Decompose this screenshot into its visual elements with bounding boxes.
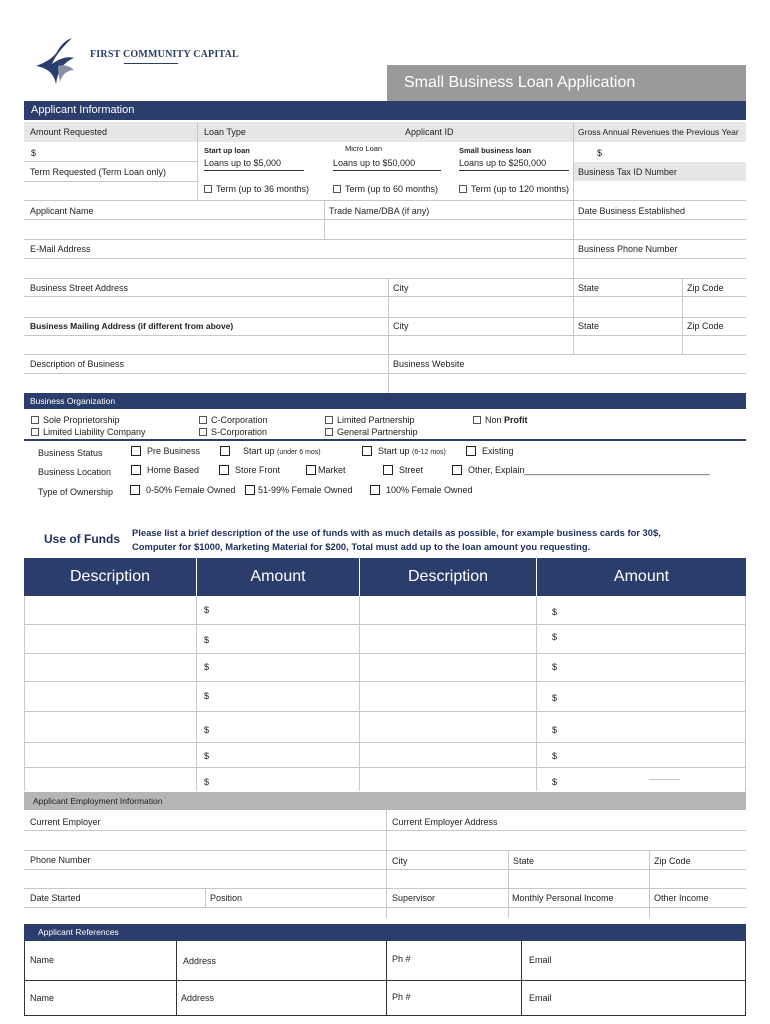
reference-1-name-label: Name (30, 955, 55, 965)
startup-6-12-small: (6-12 mos) (412, 449, 446, 456)
pre-business-checkbox[interactable] (131, 446, 141, 456)
funds-amount-1-1[interactable]: $ (204, 605, 210, 615)
reference-1-phone-label: Ph # (392, 954, 411, 964)
store-front-checkbox[interactable] (219, 465, 229, 475)
funds-col-amount-2 (537, 558, 746, 596)
ownership-51-99-option[interactable] (245, 485, 353, 495)
term-60-text: Term (up to 60 months) (345, 184, 439, 194)
c-corp-checkbox[interactable] (199, 416, 207, 424)
mailing-address-label: Business Mailing Address (if different from above) (30, 321, 234, 331)
nonprofit-text-b: Profit (504, 415, 528, 425)
street-option[interactable] (383, 465, 423, 475)
mailing-city-label: City (393, 321, 409, 331)
gross-revenue-dollar[interactable]: $ (597, 148, 603, 158)
llc-text: Limited Liability Company (43, 427, 146, 437)
business-phone-label: Business Phone Number (578, 244, 678, 254)
nonprofit-checkbox[interactable] (473, 416, 481, 424)
gp-checkbox[interactable] (325, 428, 333, 436)
funds-amount-2-7[interactable]: $ (552, 777, 558, 787)
company-name: FIRST COMMUNITY CAPITAL (90, 49, 239, 60)
store-front-text: Store Front (235, 465, 281, 475)
org-divider (24, 439, 746, 441)
business-website-label: Business Website (393, 359, 465, 369)
term-120-text: Term (up to 120 months) (471, 184, 570, 194)
monthly-income-label: Monthly Personal Income (512, 893, 614, 903)
date-established-label: Date Business Established (578, 206, 686, 216)
term-120-option[interactable] (459, 184, 569, 194)
s-corp-option[interactable] (199, 427, 267, 437)
reference-2-phone-label: Ph # (392, 992, 411, 1002)
funds-total-line (649, 779, 680, 780)
reference-2-address-label: Address (181, 993, 215, 1003)
gp-text: General Partnership (337, 427, 418, 437)
ownership-label: Type of Ownership (38, 487, 114, 497)
sole-proprietorship-option[interactable] (31, 415, 120, 425)
gross-revenue-label: Gross Annual Revenues the Previous Year (578, 127, 739, 137)
mailing-state-label: State (578, 321, 600, 331)
funds-amount-2-5[interactable]: $ (552, 725, 558, 735)
company-logo (34, 36, 82, 92)
reference-2-name-label: Name (30, 993, 55, 1003)
funds-amount-1-6[interactable]: $ (204, 751, 210, 761)
nonprofit-text-a: Non (485, 415, 505, 425)
ownership-100-option[interactable] (370, 485, 473, 495)
funds-amount-2-6[interactable]: $ (552, 751, 558, 761)
small-loan-title: Small business loan (459, 146, 532, 155)
funds-col-description-2-text: Description (407, 568, 489, 585)
startup-under6-text: Start up (243, 446, 278, 456)
form-title-text: Small Business Loan Application (404, 74, 636, 91)
ownership-100-checkbox[interactable] (370, 485, 380, 495)
applicant-name-label: Applicant Name (30, 206, 94, 216)
use-of-funds-instructions-1: Please list a brief description of the use of funds with as much details as possible, for example business cards for 30$, (132, 527, 661, 538)
funds-col-amount-1-text: Amount (250, 568, 306, 585)
startup-6-12-text: Start up (378, 446, 413, 456)
nonprofit-option[interactable] (473, 415, 528, 425)
funds-col-description-2 (360, 558, 536, 596)
street-text: Street (399, 465, 424, 475)
existing-checkbox[interactable] (466, 446, 476, 456)
c-corp-text: C-Corporation (211, 415, 268, 425)
funds-col-description-1 (24, 558, 196, 596)
ownership-51-99-text: 51-99% Female Owned (258, 485, 353, 495)
section-business-organization-label: Business Organization (30, 396, 116, 406)
sole-checkbox[interactable] (31, 416, 39, 424)
funds-amount-1-5[interactable]: $ (204, 725, 210, 735)
limited-partnership-option[interactable] (325, 415, 415, 425)
micro-loan-sub: Loans up to $50,000 (333, 158, 416, 168)
term-60-option[interactable] (333, 184, 438, 194)
small-loan-sub: Loans up to $250,000 (459, 158, 547, 168)
home-based-option[interactable] (131, 465, 199, 475)
ownership-0-50-checkbox[interactable] (130, 485, 140, 495)
funds-amount-1-3[interactable]: $ (204, 662, 210, 672)
startup-under6-checkbox[interactable] (220, 446, 230, 456)
state-label: State (578, 283, 600, 293)
funds-amount-2-2[interactable]: $ (552, 632, 558, 642)
lp-checkbox[interactable] (325, 416, 333, 424)
street-checkbox[interactable] (383, 465, 393, 475)
other-income-label: Other Income (654, 893, 709, 903)
c-corp-option[interactable] (199, 415, 268, 425)
section-employment-label: Applicant Employment Information (33, 796, 163, 806)
position-label: Position (210, 893, 243, 903)
funds-col-description-1-text: Description (69, 568, 151, 585)
business-status-label: Business Status (38, 448, 103, 458)
reference-1-email-label: Email (529, 955, 552, 965)
funds-amount-2-4[interactable]: $ (552, 693, 558, 703)
term-36-text: Term (up to 36 months) (216, 184, 310, 194)
business-location-label: Business Location (38, 467, 112, 477)
other-location-option[interactable] (452, 465, 710, 475)
s-corp-text: S-Corporation (211, 427, 268, 437)
amount-requested-label: Amount Requested (30, 127, 108, 137)
small-underline (459, 170, 569, 171)
mailing-zip-label: Zip Code (687, 321, 724, 331)
existing-text: Existing (482, 446, 514, 456)
startup-6-12-checkbox[interactable] (362, 446, 372, 456)
micro-loan-title: Micro Loan (345, 144, 383, 153)
section-employment (24, 792, 746, 810)
llc-option[interactable] (31, 427, 146, 437)
amount-requested-dollar[interactable]: $ (31, 148, 37, 158)
ownership-100-text: 100% Female Owned (386, 485, 473, 495)
llc-checkbox[interactable] (31, 428, 39, 436)
term-36-checkbox[interactable] (204, 185, 212, 193)
employment-city-label: City (392, 856, 408, 866)
company-name-underline (124, 63, 178, 64)
s-corp-checkbox[interactable] (199, 428, 207, 436)
startup-6-12-option[interactable] (362, 446, 446, 456)
pre-business-option[interactable] (131, 446, 200, 456)
reference-1-address-label: Address (183, 956, 217, 966)
form-title (387, 65, 746, 101)
term-36-option[interactable] (204, 184, 309, 194)
street-address-label: Business Street Address (30, 283, 129, 293)
employment-zip-label: Zip Code (654, 856, 691, 866)
market-text: Market (318, 465, 346, 475)
other-location-checkbox[interactable] (452, 465, 462, 475)
startup-loan-title: Start up loan (204, 146, 250, 155)
section-applicant-information (24, 101, 746, 120)
employer-address-label: Current Employer Address (392, 817, 498, 827)
startup-loan-sub: Loans up to $5,000 (204, 158, 282, 168)
funds-col-amount-1 (197, 558, 359, 596)
ownership-0-50-text: 0-50% Female Owned (146, 485, 236, 495)
home-based-text: Home Based (147, 465, 200, 475)
micro-underline (333, 170, 441, 171)
funds-amount-2-1[interactable]: $ (552, 607, 558, 617)
startup-underline (204, 170, 304, 171)
funds-amount-1-2[interactable]: $ (204, 635, 210, 645)
section-references-label: Applicant References (38, 927, 119, 937)
email-label: E-Mail Address (30, 244, 91, 254)
market-option[interactable] (306, 465, 346, 475)
ownership-0-50-option[interactable] (130, 485, 236, 495)
market-checkbox[interactable] (306, 465, 316, 475)
section-references (24, 924, 746, 941)
use-of-funds-instructions-2: Computer for $1000, Marketing Material for $200, Total must add up to the loan amount you requesting. (132, 541, 591, 552)
pre-business-text: Pre Business (147, 446, 201, 456)
date-started-label: Date Started (30, 893, 81, 903)
loan-type-label: Loan Type (204, 127, 246, 137)
applicant-id-label: Applicant ID (405, 127, 454, 137)
term-60-checkbox[interactable] (333, 185, 341, 193)
zip-label: Zip Code (687, 283, 724, 293)
current-employer-label: Current Employer (30, 817, 101, 827)
general-partnership-option[interactable] (325, 427, 418, 437)
reference-2-email-label: Email (529, 993, 552, 1003)
term-requested-label: Term Requested (Term Loan only) (30, 167, 167, 177)
store-front-option[interactable] (219, 465, 280, 475)
funds-amount-1-7[interactable]: $ (204, 777, 210, 787)
home-based-checkbox[interactable] (131, 465, 141, 475)
startup-under6-small: (under 6 mos) (277, 449, 321, 456)
business-description-label: Description of Business (30, 359, 125, 369)
startup-under6-option[interactable] (220, 446, 321, 456)
existing-option[interactable] (466, 446, 514, 456)
trade-name-label: Trade Name/DBA (if any) (329, 206, 430, 216)
funds-amount-2-3[interactable]: $ (552, 662, 558, 672)
use-of-funds-label: Use of Funds (44, 532, 121, 546)
city-label: City (393, 283, 409, 293)
employment-state-label: State (513, 856, 535, 866)
supervisor-label: Supervisor (392, 893, 436, 903)
other-location-text: Other, Explain_____________________________________ (468, 465, 710, 475)
section-applicant-information-label: Applicant Information (31, 104, 135, 116)
section-business-organization (24, 393, 746, 409)
term-120-checkbox[interactable] (459, 185, 467, 193)
employment-phone-label: Phone Number (30, 855, 91, 865)
funds-amount-1-4[interactable]: $ (204, 691, 210, 701)
tax-id-label: Business Tax ID Number (578, 167, 677, 177)
sole-text: Sole Proprietorship (43, 415, 120, 425)
funds-col-amount-2-text: Amount (613, 568, 670, 585)
lp-text: Limited Partnership (337, 415, 415, 425)
ownership-51-99-checkbox[interactable] (245, 485, 255, 495)
